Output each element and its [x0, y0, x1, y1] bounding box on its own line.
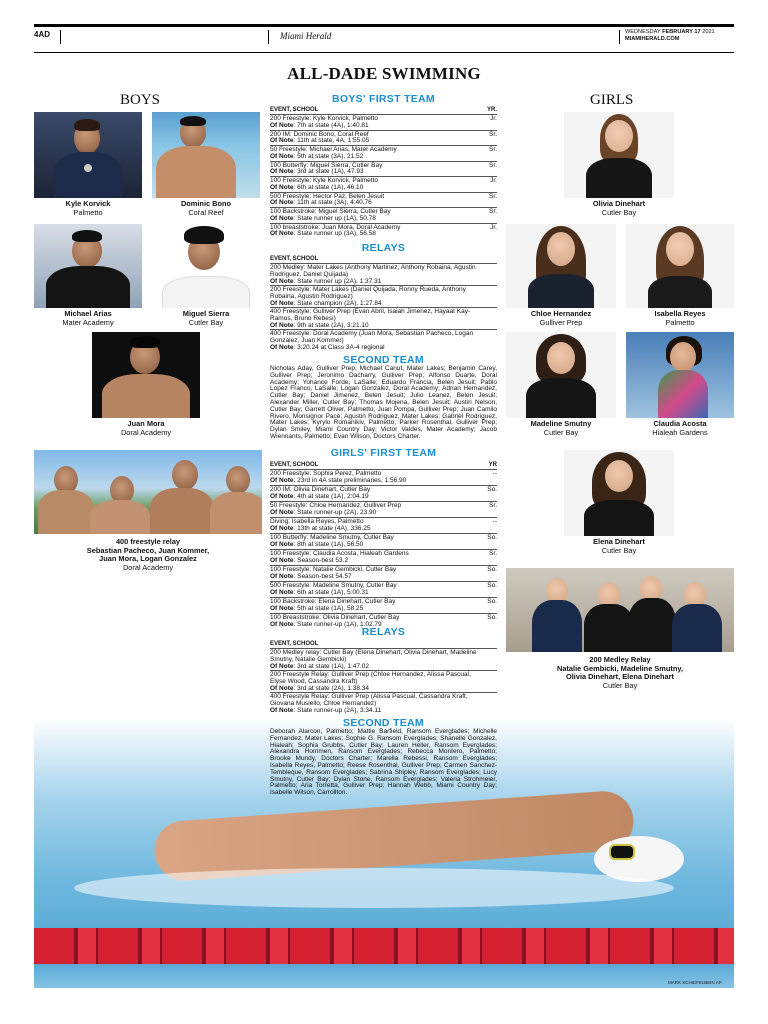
photo-figure: [547, 342, 575, 374]
row-note-text: State runner up (1A), 50.78: [297, 214, 376, 222]
of-note-label: Of Note: [270, 706, 294, 714]
of-note-label: Of Note: [270, 540, 294, 548]
lane-rope: [34, 928, 734, 964]
row-note: Of Note: 6th at state (1A), 5:00.31: [270, 588, 369, 596]
table-row: [270, 176, 497, 192]
row-note-text: 6th at state (1A), 5:00.31: [297, 588, 369, 596]
paper-name: Miami Herald: [280, 31, 332, 41]
row-note-text: State champion (2A), 1:27.84: [297, 299, 382, 307]
photo-figure: [605, 460, 633, 492]
of-note-label: Of Note: [270, 604, 294, 612]
photo-figure: [90, 500, 150, 534]
dateline-year: 2021: [702, 29, 715, 35]
row-event: 400 Freestyle Relay: Gulliver Prep (Alissa Pascual, Cassandra Kraft, Giovana Musiello, Chloe Hernandez): [270, 693, 468, 707]
row-note: Of Note: 9th at state (2A), 3:21.10: [270, 321, 369, 329]
row-note: Of Note: Season-best 53.2: [270, 556, 349, 564]
row-year: Sr.: [489, 146, 497, 153]
row-note-text: Season-best 54.57: [297, 572, 352, 580]
photo-figure: [584, 604, 634, 652]
caption-name: Chloe Hernandez: [530, 309, 592, 318]
caption-name: Kyle Korvick: [65, 199, 111, 208]
row-year: Sr.: [489, 130, 497, 138]
of-note-label: Of Note: [270, 152, 294, 160]
page-title: ALL-DADE SWIMMING: [287, 64, 481, 83]
row-event: 200 Freestyle: Kyle Korvick, Palmetto: [270, 115, 379, 122]
table-row: [270, 263, 497, 285]
row-note: Of Note: State runner up (3A), 56.58: [270, 230, 376, 238]
row-note-text: 11th at state (3A), 4:40.76: [297, 199, 372, 207]
photo-figure: [172, 460, 198, 490]
row-note: Of Note: State runner-up (2A), 23.90: [270, 508, 377, 516]
boys-second-team-list: Nicholas Aday, Gulliver Prep; Michael Canut, Mater Lakes; Benjamin Carey, Gulliver Prep; Jeronimo Dacharry, Gulliver Prep; Alfonso Duarte, Doral Academy; Yohance Forde, LaSalle; Eduardo Francia, Belen Jesuit; Pablo Lopez Franco, LaSalle; Logan Gonzalez, Doral Academy; Adrian Hernandez, Cutler Bay; Daniel Jimenez, Belen Jesuit; Julio Leanez, Belen Jesuit; Alexander Miller, Cutler Bay; Thomas Mojena, Belen Jesuit; Austin Nelson, Cutler Bay; Garrett Oliver, Palmetto; Juan Pompa, Gulliver Prep; Juan Camilo Rivero, Monsignor Pace; Agustin Rodriguez, Mater Lakes; Gabriel Rodriguez, Mater Lakes; Kyrylo Romanikiv, Palmetto; Parker Rosenthal, Gulliver Prep; Dylan Smiley, Miami Country Day; Victor Valdes, Mater Academy; Jacob Wiennants, Palmetto; Evan Wilson, Doctors Charter.: [270, 365, 497, 440]
table-row: [270, 485, 497, 501]
caption-school: Cutler Bay: [602, 680, 638, 690]
caption: [626, 420, 734, 437]
photo-figure: [584, 500, 654, 536]
photo-figure: [210, 492, 262, 534]
col-year: YR: [488, 462, 497, 468]
row-event: Diving: Isabella Reyes, Palmetto: [270, 518, 364, 525]
photo-figure: [672, 604, 722, 652]
dateline-site[interactable]: MIAMIHERALD.COM: [625, 36, 680, 42]
row-note: Of Note: State runner-up (1A), 1:02.79: [270, 620, 382, 628]
photo-figure: [54, 152, 122, 198]
table-row: [270, 670, 497, 692]
of-note-label: Of Note: [270, 277, 294, 285]
photo-figure: [658, 370, 708, 418]
row-note: Of Note: 3rd at state (1A), 47.93: [270, 168, 364, 176]
of-note-label: Of Note: [270, 476, 294, 484]
girls-heading: GIRLS: [590, 92, 634, 108]
row-year: So.: [487, 614, 497, 621]
row-event: 200 IM: Olivia Dinehart, Cutler Bay: [270, 486, 371, 493]
table-row: [270, 517, 497, 533]
caption: [34, 310, 142, 327]
of-note-label: Of Note: [270, 524, 294, 532]
photo-figure: [38, 490, 94, 534]
table-row: [270, 145, 497, 161]
row-note: Of Note: State runner-up (2A), 3:34.11: [270, 706, 382, 714]
row-note-text: 6th at state (1A), 46.10: [297, 183, 364, 191]
row-note-text: 13th at state (4A), 336.25: [297, 524, 371, 532]
row-note-text: State runner up (3A), 56.58: [297, 230, 376, 238]
of-note-label: Of Note: [270, 588, 294, 596]
boys-second-team-title: SECOND TEAM: [343, 354, 424, 366]
girls-first-team-title: GIRLS' FIRST TEAM: [330, 447, 437, 459]
row-note: Of Note: 3rd at state (2A), 1:38.34: [270, 684, 370, 692]
row-year: So.: [487, 566, 497, 573]
photo-figure: [130, 336, 160, 348]
row-year: Jr.: [490, 115, 497, 122]
caption-school: Hialeah Gardens: [652, 427, 708, 437]
row-note-text: 3rd at state (2A), 1:38.34: [297, 684, 370, 692]
caption-name: Juan Mora: [127, 419, 165, 428]
of-note-label: Of Note: [270, 183, 294, 191]
photo-figure: [605, 120, 633, 152]
caption-school: Cutler Bay: [188, 317, 224, 327]
photo-girls-relay: [506, 568, 734, 652]
row-event: 100 Freestyle: Natalie Gembicki, Cutler Bay: [270, 566, 397, 573]
of-note-label: Of Note: [270, 620, 294, 628]
row-note-text: 23rd in 4A state preliminaries, 1:56.90: [297, 476, 407, 484]
photo-figure: [547, 232, 575, 266]
row-year: Jr.: [490, 223, 497, 231]
row-note: Of Note: 5th at state (3A), 21.52: [270, 152, 364, 160]
row-year: --: [492, 470, 497, 477]
caption-name: Olivia Dinehart: [592, 199, 646, 208]
row-event: 200 Freestyle: Mater Lakes (Daniel Quijada, Ronny Rueda, Anthony Robaina, Agustin Rodriguez): [270, 286, 466, 300]
table-row: [270, 114, 497, 130]
caption-school: Mater Academy: [62, 317, 114, 327]
of-note-label: Of Note: [270, 230, 294, 238]
caption-school: Coral Reef: [188, 207, 224, 217]
page-number: 4AD: [34, 30, 51, 39]
row-event: 100 Freestyle: Claudia Acosta, Hialeah Gardens: [270, 550, 409, 557]
water: [34, 964, 734, 988]
divider: [60, 30, 61, 44]
caption-school: Gulliver Prep: [539, 317, 583, 327]
photo-dominic-bono: [152, 112, 260, 198]
of-note-label: Of Note: [270, 662, 294, 670]
table-row: [270, 533, 497, 549]
row-note: Of Note: 3rd at state (1A), 1:47.02: [270, 662, 370, 670]
photo-figure: [586, 158, 652, 198]
caption-school: Doral Academy: [122, 562, 174, 572]
photo-miguel-sierra: [152, 224, 260, 308]
photo-credit: MARK SCHIEFELBEIN AP: [668, 980, 722, 985]
row-note-text: 3:20.24 at Class 3A-4 regional: [297, 343, 385, 351]
of-note-label: Of Note: [270, 572, 294, 580]
photo-michael-arias: [34, 224, 142, 308]
col-event: EVENT, SCHOOL: [270, 256, 319, 262]
caption-name: Isabella Reyes: [654, 309, 706, 318]
caption: [564, 538, 674, 555]
table-row: [270, 192, 497, 208]
row-year: Sr.: [489, 208, 497, 215]
photo-figure: [226, 466, 250, 494]
of-note-label: Of Note: [270, 492, 294, 500]
boys-relays-title: RELAYS: [361, 242, 406, 254]
of-note-label: Of Note: [270, 684, 294, 692]
row-event: 100 Freestyle: Kyle Korvick, Palmetto: [270, 177, 379, 184]
of-note-label: Of Note: [270, 321, 294, 329]
row-note: Of Note: 23rd in 4A state preliminaries, 1:56.90: [270, 476, 407, 484]
row-event: 500 Freestyle: Madeline Smutny, Cutler Bay: [270, 582, 397, 589]
photo-figure: [102, 374, 190, 418]
row-year: Jr.: [490, 177, 497, 184]
girls-second-team-list: Deborah Alarcon, Palmetto; Mattie Barfield, Ransom Everglades; Michelle Fernandez, Mater Lakes; Sophie G. Ransom Everglades; Shanelle Gonzalez, Hialeah; Sophia Grubbs, Cutler Bay; Lauren Heller, Ransom Everglades; Alexandra Hommen, Ransom Everglades; Rebecca Montero, Palmetto; Brooke Mundy, Doctors Charter; Marella Rebessi, Ransom Everglades; Isabella Reyes, Palmetto; Reese Rosenthal, Gulliver Prep; Carmen Sanchez-Tembleque, Ransom Everglades; Sabrina Shipley, Ransom Everglades; Lucy Smutny, Cutler Bay; Dylan Stone, Ransom Everglades; Valeria Strohmeier, Palmetto; Aria Torretta, Gulliver Prep; Hannah Webb, Miami Country Day; Isabelle Wilson, Carrollton.: [270, 728, 497, 797]
table-row: [270, 130, 497, 146]
table-header: [270, 641, 497, 647]
caption-name: 400 freestyle relay: [115, 537, 181, 546]
row-note: Of Note: 8th at state (1A), 56.50: [270, 540, 364, 548]
caption-name: Madeline Smutny: [530, 419, 592, 428]
photo-olivia-dinehart: [564, 112, 674, 198]
row-note-text: 3rd at state (1A), 1:47.02: [297, 662, 370, 670]
row-note-text: 3rd at state (1A), 47.93: [297, 168, 364, 176]
caption: [506, 420, 616, 437]
row-note-text: Season-best 53.2: [297, 556, 349, 564]
row-note: Of Note: 13th at state (4A), 336.25: [270, 524, 371, 532]
dateline-day: WEDNESDAY: [625, 29, 661, 35]
row-note: Of Note: 11th at state, 4A, 1:55.05: [270, 137, 370, 145]
caption-school: Cutler Bay: [543, 427, 579, 437]
caption-names: Natalie Gembicki, Madeline Smutny,: [557, 663, 683, 673]
caption-name: Elena Dinehart: [593, 537, 645, 546]
photo-figure: [184, 226, 224, 244]
row-event: 100 Backstroke: Elena Dinehart, Cutler Bay: [270, 598, 396, 605]
row-year: So.: [487, 582, 497, 589]
table-row: [270, 161, 497, 177]
photo-figure: [628, 598, 676, 652]
photo-figure: [666, 232, 694, 266]
table-row: [270, 501, 497, 517]
caption-school: Doral Academy: [120, 427, 172, 437]
boys-first-team-title: BOYS' FIRST TEAM: [332, 93, 435, 105]
row-note: Of Note: 6th at state (1A), 46.10: [270, 183, 364, 191]
girls-relays-title: RELAYS: [361, 626, 406, 638]
row-year: So.: [487, 598, 497, 605]
caption: [34, 200, 142, 217]
photo-elena-dinehart: [564, 450, 674, 536]
dateline: [625, 29, 715, 43]
photo-figure: [162, 276, 250, 308]
table-row: [270, 648, 497, 670]
row-year: --: [492, 518, 497, 525]
row-note: Of Note: State runner up (1A), 50.78: [270, 214, 376, 222]
row-note: Of Note: 5th at state (1A), 58.25: [270, 604, 364, 612]
row-year: Sr.: [489, 161, 497, 169]
caption-school: Cutler Bay: [601, 545, 637, 555]
girls-second-team-title: SECOND TEAM: [343, 717, 424, 729]
row-event: 50 Freestyle: Chloe Hernandez, Gulliver Prep: [270, 502, 402, 509]
row-note-text: State runner-up (2A), 23.90: [297, 508, 377, 516]
photo-figure: [74, 119, 100, 131]
caption-name: Claudia Acosta: [653, 419, 707, 428]
row-note-text: 9th at state (2A), 3:21.10: [297, 321, 369, 329]
row-note-text: 8th at state (1A), 56.50: [297, 540, 364, 548]
photo-figure: [72, 230, 102, 242]
caption: [626, 310, 734, 327]
table-header: [270, 256, 497, 262]
caption-name: Michael Arias: [64, 309, 112, 318]
row-event: 500 Freestyle: Hector Paz, Belen Jesuit: [270, 192, 385, 200]
table-row: [270, 223, 497, 239]
table-row: [270, 565, 497, 581]
row-event: 100 Butterfly: Miguel Sierra, Cutler Bay: [270, 161, 383, 169]
row-note: Of Note: Season-best 54.57: [270, 572, 352, 580]
row-event: 100 breaststroke: Juan Mora, Doral Academy: [270, 223, 401, 231]
col-event: EVENT, SCHOOL: [270, 462, 319, 468]
col-year: YR.: [486, 107, 497, 113]
row-event: 50 Freestyle: Michael Arias, Mater Academy: [270, 146, 397, 153]
photo-figure: [648, 276, 712, 308]
photo-kyle-korvick: [34, 112, 142, 198]
table-row: [270, 692, 497, 714]
of-note-label: Of Note: [270, 299, 294, 307]
row-event: 200 Freestyle Relay: Gulliver Prep (Chloe Hernandez, Alissa Pascual, Elyse Wood, Cassandra Kraft): [270, 671, 471, 685]
caption: [506, 656, 734, 690]
photo-figure: [528, 274, 594, 308]
col-event: EVENT, SCHOOL: [270, 107, 319, 113]
row-event: 200 Medley: Mater Lakes (Anthony Martinez, Anthony Robaina, Agustin Rodriguez, Daniel Quijada): [270, 264, 476, 278]
row-event: 400 Freestyle: Gulliver Prep (Evan Abril, Isaiah Jimenez, Hayaat Kay-Ramos, Bruno Rebesi): [270, 308, 471, 322]
row-year: Sr.: [489, 502, 497, 509]
boys-heading: BOYS: [120, 92, 161, 108]
of-note-label: Of Note: [270, 343, 294, 351]
photo-boys-relay: [34, 450, 262, 534]
caption-name: Dominic Bono: [180, 199, 232, 208]
row-note-text: 5th at state (3A), 21.52: [297, 152, 364, 160]
row-note: Of Note: 4th at state (1A), 2:04.19: [270, 492, 369, 500]
table-row: [270, 597, 497, 613]
row-year: So.: [487, 486, 497, 493]
of-note-label: Of Note: [270, 214, 294, 222]
caption: [152, 200, 260, 217]
row-event: 200 Freestyle: Sophia Perez, Palmetto: [270, 470, 382, 477]
photo-chloe-hernandez: [506, 224, 616, 308]
table-row: [270, 581, 497, 597]
masthead-rule: [34, 52, 734, 53]
photo-juan-mora: [92, 332, 200, 418]
caption: [506, 310, 616, 327]
row-note: Of Note: State champion (2A), 1:27.84: [270, 299, 382, 307]
row-event: 100 Backstroke: Miguel Sierra, Cutler Bay: [270, 208, 391, 215]
caption-school: Cutler Bay: [601, 207, 637, 217]
row-note-text: State runner up (2A), 1:37.31: [297, 277, 382, 285]
divider: [268, 30, 269, 44]
photo-figure: [156, 146, 236, 198]
col-event: EVENT, SCHOOL: [270, 641, 319, 647]
table-row: [270, 307, 497, 329]
table-header: [270, 107, 497, 113]
of-note-label: Of Note: [270, 121, 294, 129]
row-note: Of Note: 11th at state (3A), 4:40.76: [270, 199, 372, 207]
photo-figure: [180, 116, 206, 126]
table-header: [270, 462, 497, 468]
dateline-date: FEBRUARY 17: [662, 29, 701, 35]
row-note: Of Note: 7th at state (4A), 1:40.81: [270, 121, 369, 129]
row-event: 400 Freestyle: Doral Academy (Juan Mora, Sebastian Pacheco, Logan Gonzalez, Juan Kommer): [270, 330, 474, 344]
row-note-text: 7th at state (4A), 1:40.81: [297, 121, 369, 129]
caption-name: 200 Medley Relay: [589, 655, 651, 664]
of-note-label: Of Note: [270, 508, 294, 516]
caption-school: Palmetto: [73, 207, 103, 217]
row-note-text: 4th at state (1A), 2:04.19: [297, 492, 369, 500]
table-row: [270, 207, 497, 223]
row-note-text: 5th at state (1A), 58.25: [297, 604, 364, 612]
splash: [74, 868, 674, 908]
divider: [619, 30, 620, 44]
table-row: [270, 549, 497, 565]
caption-names: Olivia Dinehart, Elena Dinehart: [565, 672, 675, 682]
caption: [92, 420, 200, 437]
photo-madeline-smutny: [506, 332, 616, 418]
photo-claudia-acosta: [626, 332, 734, 418]
row-note-text: State runner-up (2A), 3:34.11: [297, 706, 382, 714]
caption: [34, 538, 262, 572]
table-row: [270, 285, 497, 307]
caption-name: Miguel Sierra: [182, 309, 230, 318]
photo-figure: [532, 600, 582, 652]
photo-figure: [670, 342, 696, 372]
of-note-label: Of Note: [270, 199, 294, 207]
table-row: [270, 329, 497, 351]
caption-names: Sebastian Pacheco, Juan Kommer,: [86, 545, 210, 555]
caption-school: Palmetto: [665, 317, 695, 327]
row-year: Sr.: [489, 192, 497, 200]
row-event: 100 Breaststroke: Olivia Dinehart, Cutler Bay: [270, 614, 400, 621]
row-event: 100 Butterfly: Madeline Smutny, Cutler Bay: [270, 534, 394, 541]
row-note: Of Note: 3:20.24 at Class 3A-4 regional: [270, 343, 385, 351]
photo-figure: [526, 378, 596, 418]
top-rule: [34, 24, 734, 27]
row-event: 200 IM: Dominic Bono, Coral Reef: [270, 130, 369, 138]
medal-icon: [84, 164, 92, 172]
caption: [564, 200, 674, 217]
of-note-label: Of Note: [270, 556, 294, 564]
caption: [152, 310, 260, 327]
row-year: So.: [487, 534, 497, 541]
photo-figure: [150, 488, 214, 534]
row-year: Sr.: [489, 550, 497, 557]
of-note-label: Of Note: [270, 168, 294, 176]
row-note-text: State runner-up (1A), 1:02.79: [297, 620, 382, 628]
table-row: [270, 469, 497, 485]
photo-figure: [46, 266, 130, 308]
row-note: Of Note: State runner up (2A), 1:37.31: [270, 277, 382, 285]
goggles-icon: [609, 844, 635, 860]
row-event: 200 Medley relay: Cutler Bay (Elena Dinehart, Olivia Dinehart, Madeline Smutny, Natalie Gembicki): [270, 649, 477, 663]
photo-isabella-reyes: [626, 224, 734, 308]
of-note-label: Of Note: [270, 137, 294, 145]
row-note-text: 11th at state, 4A, 1:55.05: [297, 137, 370, 145]
caption-names: Juan Mora, Logan Gonzalez: [99, 554, 197, 564]
